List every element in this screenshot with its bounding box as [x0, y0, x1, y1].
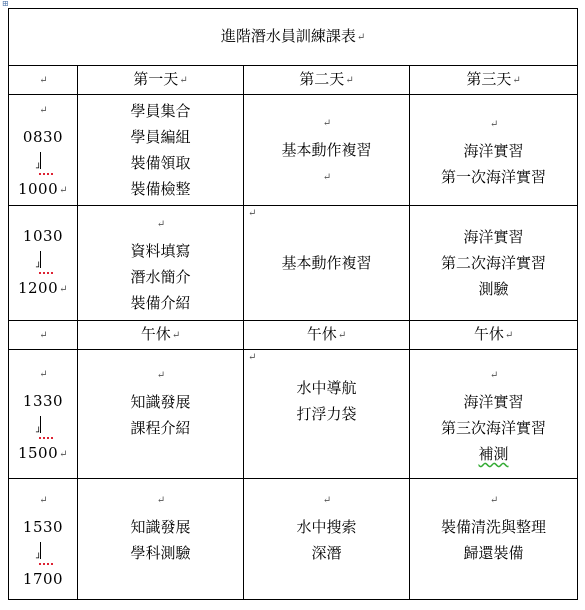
time-end-text: 1000	[17, 180, 59, 198]
schedule-title: 進階潛水員訓練課表	[220, 27, 356, 45]
time-cell[interactable]	[9, 95, 78, 206]
activity-cell[interactable]	[78, 206, 244, 321]
day-header-2[interactable]	[244, 66, 410, 95]
time-end-text: 1700	[22, 570, 64, 588]
activity-line: 測驗	[478, 280, 509, 298]
time-end	[9, 440, 77, 468]
activity-cell[interactable]	[244, 479, 410, 600]
time-cell[interactable]	[9, 479, 78, 600]
day-header-3[interactable]	[410, 66, 578, 95]
empty-line	[244, 427, 409, 453]
activity-cell[interactable]	[78, 350, 244, 479]
empty-line	[78, 441, 243, 467]
down-arrow-icon: ┘	[9, 249, 77, 275]
paragraph-mark-icon: ↵	[39, 75, 48, 86]
empty-line	[78, 486, 243, 514]
activity-line: 第二次海洋實習	[441, 254, 547, 272]
lunch-cell[interactable]	[410, 321, 578, 350]
paragraph-mark-icon: ↵	[356, 32, 366, 43]
empty-line	[244, 566, 409, 592]
time-end-text: 1500	[17, 444, 59, 462]
time-start	[9, 223, 77, 249]
schedule-row	[9, 206, 578, 321]
empty-line	[9, 96, 77, 124]
day-header-1[interactable]	[78, 66, 244, 95]
paragraph-mark-icon: ↵	[489, 495, 499, 506]
paragraph-mark-icon: ↵	[59, 449, 69, 460]
activity-line: 第一次海洋實習	[441, 168, 547, 186]
paragraph-mark-icon: ↵	[171, 330, 181, 341]
activity-cell[interactable]	[78, 479, 244, 600]
day-label: 第一天	[133, 70, 179, 88]
activity-line: 知識發展	[130, 393, 191, 411]
paragraph-mark-icon: ↵	[39, 369, 48, 380]
activity-cell[interactable]	[410, 350, 578, 479]
schedule-row	[9, 95, 578, 206]
activity-cell[interactable]	[78, 95, 244, 206]
day-label: 第三天	[466, 70, 512, 88]
time-start	[9, 388, 77, 414]
time-end	[9, 566, 77, 592]
paragraph-mark-icon: ↵	[156, 495, 166, 506]
paragraph-mark-icon: ↵	[337, 330, 347, 341]
activity-cell[interactable]	[244, 95, 410, 206]
time-end	[9, 275, 77, 303]
activity-line: 基本動作複習	[281, 141, 372, 159]
paragraph-mark-icon: ↵	[504, 330, 514, 341]
time-cell[interactable]	[9, 206, 78, 321]
time-start-text: 1330	[22, 392, 64, 410]
activity-line: 深潛	[311, 544, 342, 562]
empty-line	[78, 566, 243, 592]
empty-line	[78, 210, 243, 238]
empty-line	[410, 110, 577, 138]
activity-line: 基本動作複習	[281, 254, 372, 272]
paragraph-mark-icon: ↵	[156, 219, 166, 230]
time-cell[interactable]	[9, 350, 78, 479]
paragraph-mark-icon: ↵	[39, 105, 48, 116]
paragraph-mark-icon: ↵	[489, 119, 499, 130]
empty-line	[9, 486, 77, 514]
time-start-text: 1530	[22, 518, 64, 536]
paragraph-mark-icon: ↵	[59, 185, 69, 196]
lunch-cell[interactable]	[244, 321, 410, 350]
lunch-label: 午休	[306, 325, 337, 343]
activity-line: 裝備領取	[130, 154, 191, 172]
lunch-label: 午休	[473, 325, 504, 343]
empty-line	[410, 566, 577, 592]
activity-line: 水中導航	[296, 379, 357, 397]
paragraph-mark-icon: ↵	[248, 352, 257, 363]
paragraph-mark-icon: ↵	[156, 370, 166, 381]
down-arrow-icon: ┘	[9, 150, 77, 176]
activity-cell[interactable]	[244, 350, 410, 479]
empty-line	[410, 361, 577, 389]
empty-line	[9, 360, 77, 388]
activity-line: 第三次海洋實習	[441, 419, 547, 437]
paragraph-mark-icon: ↵	[322, 118, 332, 129]
schedule-title-cell[interactable]	[9, 9, 578, 66]
empty-line	[244, 486, 409, 514]
schedule-row	[9, 479, 578, 600]
paragraph-mark-icon: ↵	[322, 495, 332, 506]
activity-line: 裝備清洗與整理	[441, 518, 547, 536]
empty-line	[244, 109, 409, 137]
down-arrow-icon: ┘	[9, 414, 77, 440]
activity-line: 海洋實習	[463, 142, 524, 160]
time-start	[9, 124, 77, 150]
corner-cell[interactable]	[9, 66, 78, 95]
activity-line: 資料填寫	[130, 242, 191, 260]
empty-line	[410, 486, 577, 514]
empty-line	[78, 361, 243, 389]
paragraph-mark-icon: ↵	[322, 172, 332, 183]
paragraph-mark-icon: ↵	[345, 75, 354, 86]
activity-line: 海洋實習	[463, 393, 524, 411]
activity-line: 歸還裝備	[463, 544, 524, 562]
time-start-text: 0830	[22, 128, 64, 146]
activity-cell[interactable]	[244, 206, 410, 321]
time-start-text: 1030	[22, 227, 64, 245]
activity-line: 海洋實習	[463, 228, 524, 246]
lunch-row	[9, 321, 578, 350]
paragraph-mark-icon: ↵	[59, 284, 69, 295]
empty-line	[244, 163, 409, 191]
activity-line: 學科測驗	[130, 544, 191, 562]
lunch-label: 午休	[140, 325, 171, 343]
paragraph-mark-icon: ↵	[179, 75, 188, 86]
lunch-cell[interactable]	[78, 321, 244, 350]
activity-line: 學員編組	[130, 128, 191, 146]
activity-line: 裝備檢整	[130, 180, 191, 198]
activity-cell[interactable]	[410, 479, 578, 600]
day-label: 第二天	[299, 70, 345, 88]
activity-line: 裝備介紹	[130, 294, 191, 312]
activity-line: 水中搜索	[296, 518, 357, 536]
activity-cell[interactable]	[410, 206, 578, 321]
activity-line: 潛水簡介	[130, 268, 191, 286]
time-cell[interactable]	[9, 321, 78, 350]
activity-line: 學員集合	[130, 102, 191, 120]
time-end	[9, 176, 77, 204]
paragraph-mark-icon: ↵	[39, 495, 48, 506]
activity-line: 補測	[478, 445, 509, 463]
paragraph-mark-icon: ↵	[512, 75, 521, 86]
paragraph-mark-icon: ↵	[489, 370, 499, 381]
activity-line: 課程介紹	[130, 419, 191, 437]
time-end-text: 1200	[17, 279, 59, 297]
paragraph-mark-icon: ↵	[248, 208, 257, 219]
down-arrow-icon: ┘	[9, 540, 77, 566]
time-start	[9, 514, 77, 540]
activity-line: 知識發展	[130, 518, 191, 536]
move-handle-icon[interactable]: ⊞	[2, 0, 9, 8]
paragraph-mark-icon: ↵	[39, 330, 48, 341]
activity-line: 打浮力袋	[296, 405, 357, 423]
activity-cell[interactable]	[410, 95, 578, 206]
training-schedule-table	[8, 8, 578, 600]
schedule-row	[9, 350, 578, 479]
